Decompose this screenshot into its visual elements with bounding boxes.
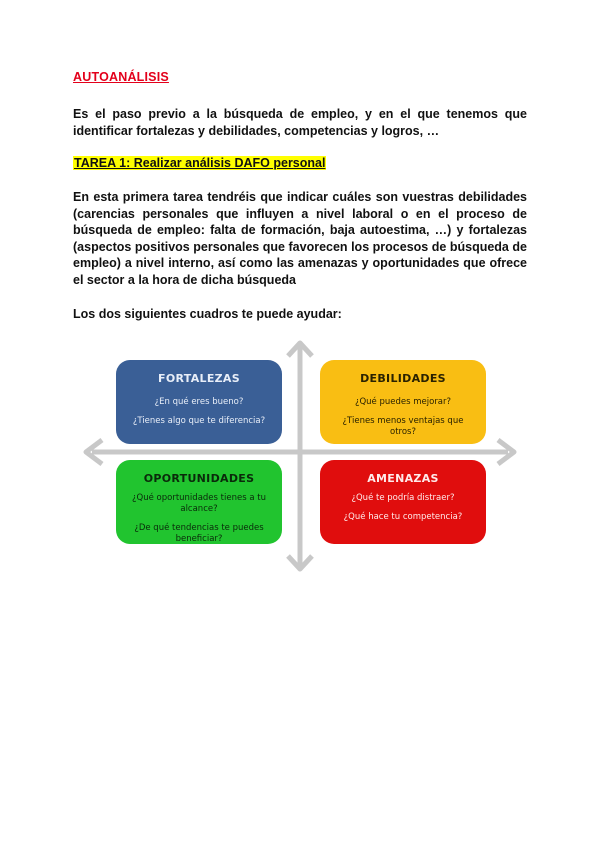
fortalezas-question-1: ¿En qué eres bueno? (154, 397, 244, 407)
page-title: AUTOANÁLISIS (73, 70, 169, 84)
debilidades-question-1: ¿Qué puedes mejorar? (354, 397, 452, 407)
dafo-diagram (78, 340, 522, 572)
oportunidades-title: OPORTUNIDADES (143, 472, 255, 485)
intro-paragraph: Es el paso previo a la búsqueda de empleo, y en el que tenemos que identificar fortalezas y debilidades, competencias y logros, … (73, 107, 527, 138)
oportunidades-question-2: ¿De qué tendencias te puedes beneficiar? (134, 523, 264, 544)
oportunidades-question-1: ¿Qué oportunidades tienes a tu alcance? (132, 493, 266, 514)
debilidades-box (320, 360, 486, 444)
diagram-intro: Los dos siguientes cuadros te puede ayudar: (73, 307, 342, 321)
fortalezas-title: FORTALEZAS (158, 372, 240, 385)
amenazas-title: AMENAZAS (367, 472, 439, 485)
task-description: En esta primera tarea tendréis que indicar cuáles son vuestras debilidades (carencias personales que influyen a nivel laboral o en el proceso de búsqueda de empleo: falta de formación, baja autoestima, …) y fortalezas (aspectos positivos personales que favorecen los procesos de búsqueda de empleo) a nivel interno, así como las amenazas y oportunidades que ofrece el sector a la hora de dicha búsqueda (73, 190, 527, 287)
debilidades-title: DEBILIDADES (360, 372, 446, 385)
amenazas-question-2: ¿Qué hace tu competencia? (343, 512, 463, 522)
task-heading: TAREA 1: Realizar análisis DAFO personal (74, 156, 326, 170)
amenazas-box (320, 460, 486, 544)
fortalezas-question-2: ¿Tienes algo que te diferencia? (132, 416, 266, 426)
debilidades-question-2: ¿Tienes menos ventajas que otros? (342, 416, 464, 437)
amenazas-question-1: ¿Qué te podría distraer? (351, 493, 455, 503)
fortalezas-box (116, 360, 282, 444)
oportunidades-box (116, 460, 282, 544)
